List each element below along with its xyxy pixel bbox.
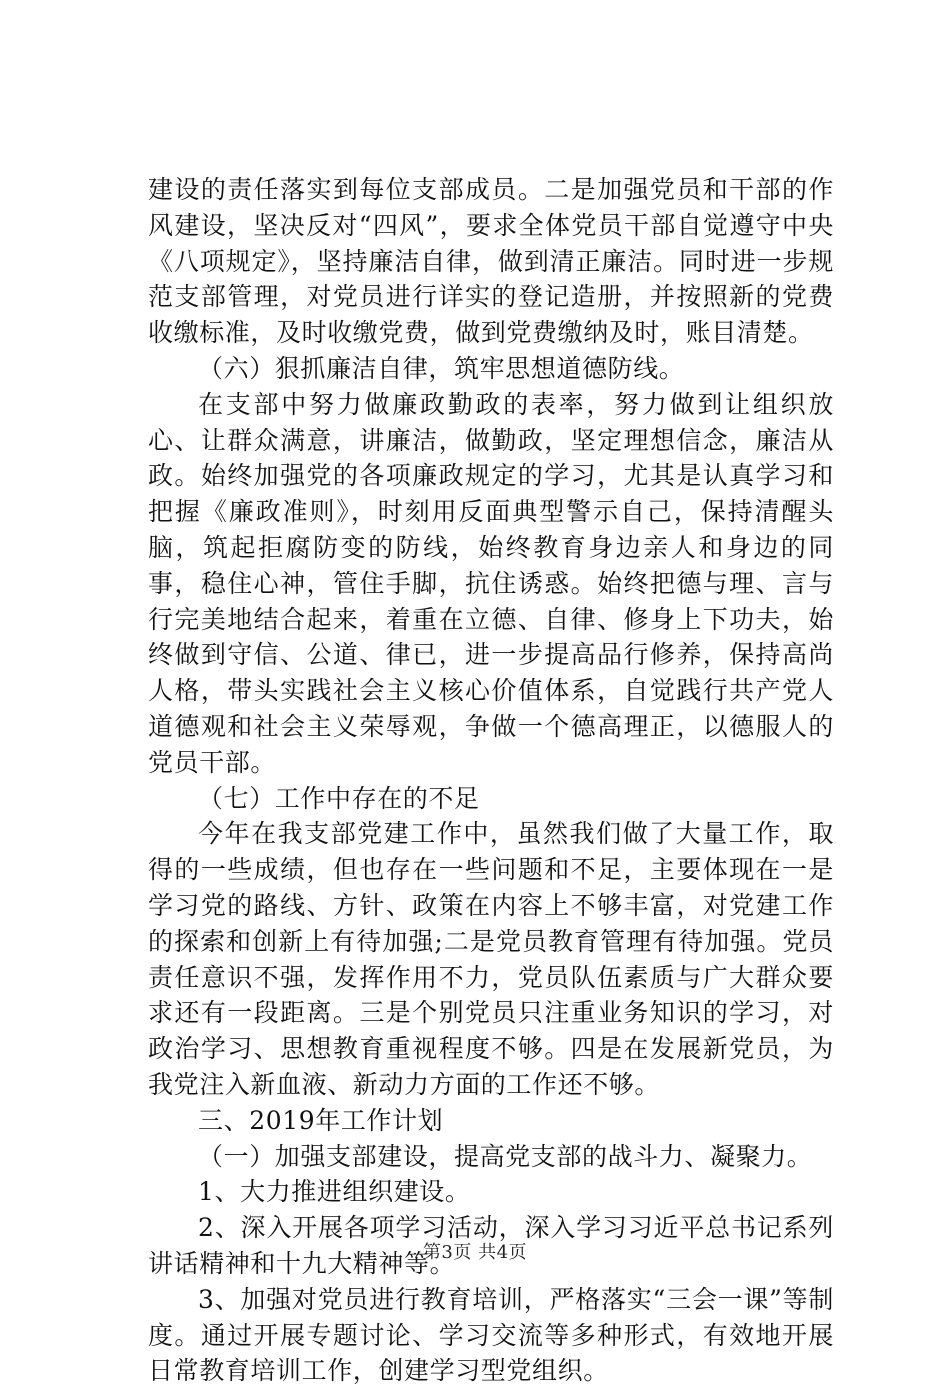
section-heading-seven: （七）工作中存在的不足 bbox=[198, 783, 480, 813]
section-heading-plan: 三、2019年工作计划 bbox=[198, 1105, 444, 1135]
plan-item-2: 2、深入开展各项学习活动，深入学习习近平总书记系列讲话精神和十九大精神等。 bbox=[148, 1213, 834, 1278]
plan-item-1: 1、大力推进组织建设。 bbox=[198, 1177, 471, 1207]
page-footer bbox=[0, 1242, 950, 1264]
plan-heading-one: （一）加强支部建设，提高党支部的战斗力、凝聚力。 bbox=[198, 1141, 813, 1171]
paragraph-integrity: 在支部中努力做廉政勤政的表率，努力做到让组织放心、让群众满意，讲廉洁，做勤政，坚定理想信念，廉洁从政。始终加强党的各项廉政规定的学习，尤其是认真学习和把握《廉政准则》，时刻用反面典型警示自己，保持清醒头脑，筑起拒腐防变的防线，始终教育身边亲人和身边的同事，稳住心神，管住手脚，抗住诱惑。始终把德与理、言与行完美地结合起来，着重在立德、自律、修身上下功夫，始终做到守信、公道、律已，进一步提高品行修养，保持高尚人格，带头实践社会主义核心价值体系，自觉践行共产党人道德观和社会主义荣辱观，争做一个德高理正，以德服人的党员干部。 bbox=[148, 389, 834, 777]
paragraph-continuation: 建设的责任落实到每位支部成员。二是加强党员和干部的作风建设，坚决反对“四风”，要求全体党员干部自觉遵守中央《八项规定》，坚持廉洁自律，做到清正廉洁。同时进一步规范支部管理，对党员进行详实的登记造册，并按照新的党费收缴标准，及时收缴党费，做到党费缴纳及时，账目清楚。 bbox=[148, 175, 834, 348]
page-number-label: 第3页 共4页 bbox=[422, 1242, 528, 1263]
section-heading-six: （六）狠抓廉洁自律，筑牢思想道德防线。 bbox=[198, 353, 685, 383]
document-body bbox=[148, 172, 834, 1389]
paragraph-shortcomings: 今年在我支部党建工作中，虽然我们做了大量工作，取得的一些成绩，但也存在一些问题和不足，主要体现在一是学习党的路线、方针、政策在内容上不够丰富，对党建工作的探索和创新上有待加强;二是党员教育管理有待加强。党员责任意识不强，发挥作用不力，党员队伍素质与广大群众要求还有一段距离。三是个别党员只注重业务知识的学习，对政治学习、思想教育重视程度不够。四是在发展新党员，为我党注入新血液、新动力方面的工作还不够。 bbox=[148, 819, 834, 1099]
plan-item-3: 3、加强对党员进行教育培训，严格落实“三会一课”等制度。通过开展专题讨论、学习交流等多种形式，有效地开展日常教育培训工作，创建学习型党组织。 bbox=[148, 1284, 834, 1386]
